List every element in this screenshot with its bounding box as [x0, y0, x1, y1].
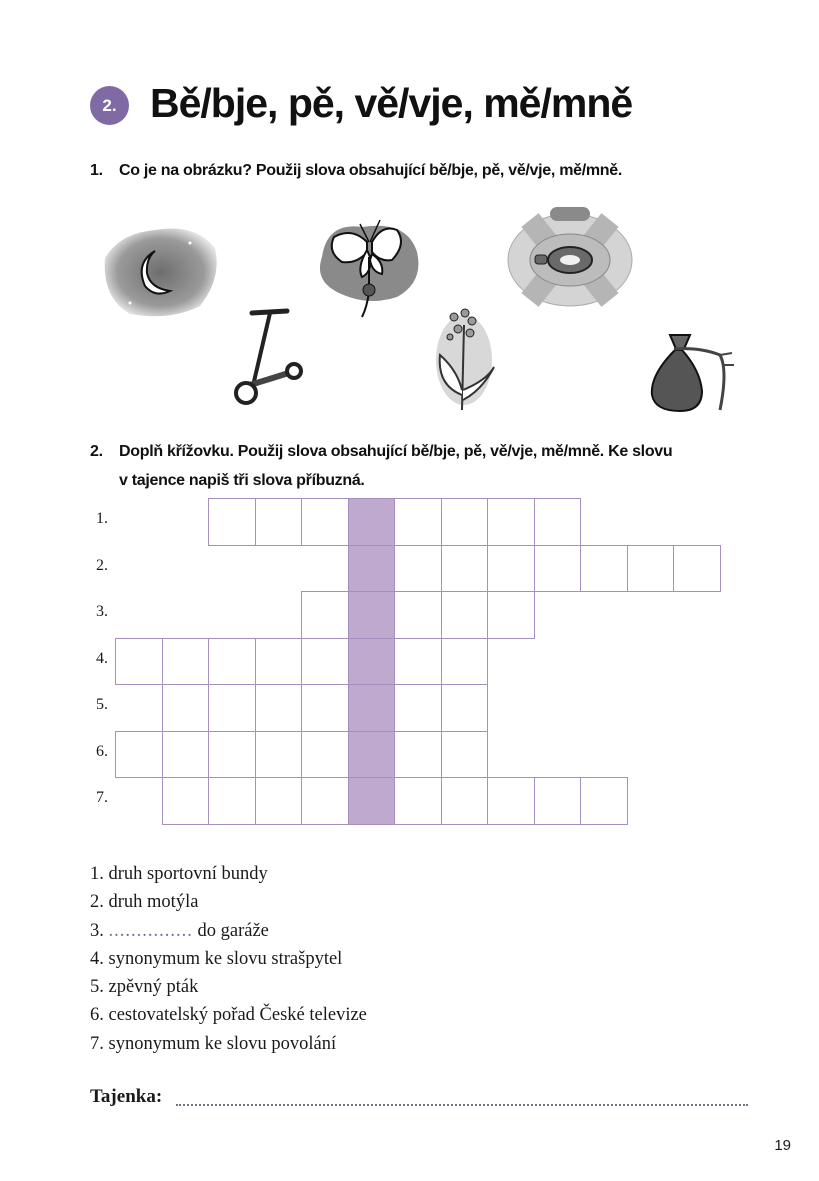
- crossword-cell[interactable]: [441, 545, 489, 593]
- task-2: [90, 437, 790, 466]
- crossword-key-cell[interactable]: [348, 684, 396, 732]
- crossword-cell[interactable]: [441, 684, 489, 732]
- crossword-cell[interactable]: [255, 638, 303, 686]
- crossword-cell[interactable]: [487, 498, 535, 546]
- crossword-cell[interactable]: [255, 777, 303, 825]
- crossword-cell[interactable]: [255, 731, 303, 779]
- crossword-cell[interactable]: [208, 498, 256, 546]
- crossword-cell[interactable]: [534, 545, 582, 593]
- crossword-cell[interactable]: [394, 591, 442, 639]
- clue-3-suffix: do garáže: [197, 920, 269, 941]
- task-1-number: 1.: [90, 162, 103, 179]
- clue-3-prefix: 3.: [90, 920, 104, 941]
- crossword-cell[interactable]: [487, 591, 535, 639]
- clue-2: 2. druh motýla: [90, 892, 199, 913]
- section-badge: 2.: [90, 86, 129, 125]
- crossword-cell[interactable]: [441, 777, 489, 825]
- clue-1: 1. druh sportovní bundy: [90, 864, 268, 884]
- crossword-row-label: 2.: [96, 556, 108, 574]
- crossword-cell[interactable]: [673, 545, 721, 593]
- crossword-cell[interactable]: [162, 731, 210, 779]
- crossword-cell[interactable]: [394, 498, 442, 546]
- crossword-cell[interactable]: [301, 731, 349, 779]
- crossword-cell[interactable]: [301, 684, 349, 732]
- crossword-row-label: 1.: [96, 510, 108, 527]
- task-2-line-2: v tajence napiš tři slova příbuzná.: [119, 472, 365, 489]
- moon-icon: [100, 218, 220, 323]
- crossword-key-cell[interactable]: [348, 591, 396, 639]
- crossword-cell[interactable]: [301, 591, 349, 639]
- crossword-cell[interactable]: [627, 545, 675, 593]
- crossword-cell[interactable]: [394, 731, 442, 779]
- task-1-text: Co je na obrázku? Použij slova obsahující bě/bje, pě, vě/vje, mě/mně.: [119, 162, 623, 179]
- crossword-row-label: 4.: [96, 649, 108, 667]
- crossword-cell[interactable]: [580, 777, 628, 825]
- crossword-row-label: 5.: [96, 696, 108, 713]
- crossword-row-label: 3.: [96, 603, 108, 620]
- crossword-cell[interactable]: [255, 498, 303, 546]
- crossword-cell[interactable]: [162, 684, 210, 732]
- crossword-cell[interactable]: [487, 777, 535, 825]
- crossword-cell[interactable]: [580, 545, 628, 593]
- butterfly-icon: [312, 212, 424, 322]
- clue-4: 4. synonymum ke slovu strašpytel: [90, 948, 343, 969]
- tajenka-label: Tajenka:: [90, 1086, 163, 1107]
- task-1: [90, 156, 790, 185]
- crossword-cell[interactable]: [208, 777, 256, 825]
- scooter-icon: [232, 305, 307, 410]
- crossword-row-label: 6.: [96, 742, 108, 760]
- clue-6: 6. cestovatelský pořad České televize: [90, 1005, 367, 1026]
- tajenka-answer-line[interactable]: [176, 1092, 748, 1106]
- crossword-cell[interactable]: [115, 731, 163, 779]
- clue-7: 7. synonymum ke slovu povolání: [90, 1033, 337, 1054]
- crossword-cell[interactable]: [394, 777, 442, 825]
- crossword-row-label: 7.: [96, 789, 108, 806]
- crossword-cell[interactable]: [301, 638, 349, 686]
- crossword-cell[interactable]: [162, 777, 210, 825]
- crossword-cell[interactable]: [441, 638, 489, 686]
- crossword-key-cell[interactable]: [348, 777, 396, 825]
- clue-5: 5. zpěvný pták: [90, 977, 199, 998]
- crossword-key-cell[interactable]: [348, 498, 396, 546]
- crossword-cell[interactable]: [441, 591, 489, 639]
- clue-list: [90, 860, 367, 1058]
- crossword-cell[interactable]: [441, 498, 489, 546]
- crossword-cell[interactable]: [534, 498, 582, 546]
- task-2-cont: [90, 466, 790, 495]
- crossword-cell[interactable]: [115, 638, 163, 686]
- crossword-cell[interactable]: [208, 731, 256, 779]
- crossword-cell[interactable]: [394, 684, 442, 732]
- crossword-cell[interactable]: [487, 545, 535, 593]
- crossword-cell[interactable]: [162, 638, 210, 686]
- task-2-line-1: Doplň křížovku. Použij slova obsahující bě/bje, pě, vě/vje, mě/mně. Ke slovu: [119, 443, 673, 460]
- crossword-cell[interactable]: [301, 777, 349, 825]
- crossword-key-cell[interactable]: [348, 731, 396, 779]
- crossword-cell[interactable]: [255, 684, 303, 732]
- crossword-key-cell[interactable]: [348, 545, 396, 593]
- forget-me-not-icon: [432, 305, 502, 415]
- crossword-key-cell[interactable]: [348, 638, 396, 686]
- pouch-icon: [640, 325, 735, 415]
- crossword-cell[interactable]: [534, 777, 582, 825]
- crossword-cell[interactable]: [394, 545, 442, 593]
- crossword-cell[interactable]: [441, 731, 489, 779]
- crossword-cell[interactable]: [208, 684, 256, 732]
- crossword-cell[interactable]: [394, 638, 442, 686]
- clue-3: [90, 917, 367, 945]
- page-number: 19: [774, 1137, 791, 1154]
- roundabout-icon: [505, 205, 635, 310]
- clue-3-blank[interactable]: ...............: [108, 920, 193, 941]
- crossword-cell[interactable]: [301, 498, 349, 546]
- crossword-cell[interactable]: [208, 638, 256, 686]
- task-2-number: 2.: [90, 443, 103, 460]
- page-title: Bě/bje, pě, vě/vje, mě/mně: [150, 80, 633, 126]
